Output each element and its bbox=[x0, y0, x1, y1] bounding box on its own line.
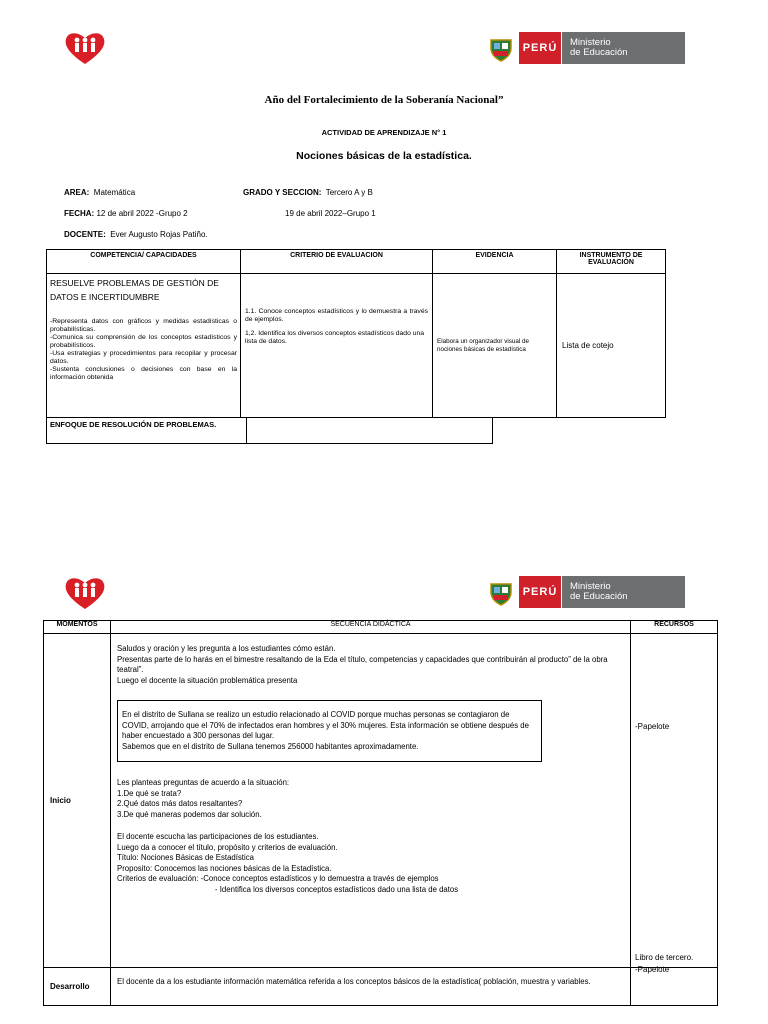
fecha-value2: 19 de abril 2022–Grupo 1 bbox=[285, 209, 376, 218]
th-evidencia: EVIDENCIA bbox=[433, 250, 557, 274]
fecha-value: 12 de abril 2022 -Grupo 2 bbox=[96, 209, 188, 218]
evidencia-cell bbox=[433, 274, 557, 418]
inicio-cell bbox=[44, 634, 111, 968]
peru-label: PERÚ bbox=[519, 32, 561, 64]
fe-y-alegria-logo-2 bbox=[62, 575, 108, 611]
preguntas-text: Les planteas preguntas de acuerdo a la situación: 1.De qué se trata? 2.Qué datos más datos resaltantes? 3.De qué maneras podemos dar solución. bbox=[117, 778, 290, 819]
docente-row bbox=[64, 230, 208, 239]
grado-value: Tercero A y B bbox=[325, 188, 373, 197]
th-criterio: CRITERIO DE EVALUACION bbox=[241, 250, 433, 274]
docente-label: DOCENTE: bbox=[64, 230, 106, 239]
desarrollo-secuencia-cell bbox=[111, 968, 631, 1006]
criterio-extra-text: - Identifica los diversos conceptos estadísticos dado una lista de datos bbox=[215, 884, 459, 894]
ministerio-line2: de Educación bbox=[570, 47, 628, 58]
desarrollo-label: Desarrollo bbox=[50, 982, 90, 991]
ministerio-educacion-logo bbox=[483, 32, 685, 64]
secuencia-table bbox=[43, 620, 718, 1006]
coat-of-arms-icon bbox=[483, 32, 519, 64]
competencia-cell bbox=[47, 274, 241, 418]
competencia-title: RESUELVE PROBLEMAS DE GESTIÓN DE DATOS E INCERTIDUMBRE bbox=[50, 278, 219, 302]
criterio-1: 1.1. Conoce conceptos estadísticos y lo demuestra a través de ejemplos. bbox=[245, 308, 428, 323]
coat-of-arms-icon-2 bbox=[483, 576, 519, 608]
activity-title: Nociones básicas de la estadística. bbox=[296, 150, 472, 162]
ministerio-label bbox=[561, 32, 685, 64]
evidencia-text: Elabora un organizador visual de nociones básicas de estadística bbox=[437, 337, 530, 353]
competencias-table bbox=[46, 249, 666, 418]
enfoque-cell bbox=[47, 418, 247, 444]
ministerio-line2-2: de Educación bbox=[570, 591, 628, 602]
inicio-intro: Saludos y oración y les pregunta a los estudiantes cómo están. Presentas parte de lo harás en el bimestre resaltando de la Eda el título, competencias y capacidades que contribuirán al producto” de la obra teatral”. Luego el docente la situación problemática presenta bbox=[117, 644, 608, 685]
grado-row bbox=[243, 188, 373, 197]
cierre-inicio-text: El docente escucha las participaciones de los estudiantes. Luego da a conocer el título, propósito y criterios de evaluación. Título: Nociones Básicas de Estadística Proposito: Conocemos las nociones básicas de la Estadística. Criterios de evaluación: -Conoce conceptos estadísticos y lo demuestra a través de ejemplos bbox=[117, 832, 439, 883]
inicio-label: Inicio bbox=[50, 796, 71, 805]
enfoque-table bbox=[46, 417, 493, 444]
instrumento-text: Lista de cotejo bbox=[562, 341, 614, 350]
fecha-label: FECHA: bbox=[64, 209, 95, 218]
year-title: Año del Fortalecimiento de la Soberanía Nacional” bbox=[264, 94, 504, 106]
area-row bbox=[64, 188, 135, 197]
situacion-box: En el distrito de Sullana se realizo un estudio relacionado al COVID porque muchas personas se contagiaron de COVID, arrojando que el 70% de infectados eran hombres y el 30% mujeres. Esta información se obtiene después de haber encuestado a 300 personas del lugar. Sabemos que en el distrito de Sullana tenemos 256000 habitantes aproximadamente. bbox=[117, 700, 542, 762]
enfoque-empty-cell bbox=[247, 418, 493, 444]
ministerio-line1: Ministerio bbox=[570, 37, 611, 48]
docente-value: Ever Augusto Rojas Patiño. bbox=[110, 230, 208, 239]
activity-label: ACTIVIDAD DE APRENDIZAJE N° 1 bbox=[321, 128, 447, 137]
criterio-cell bbox=[241, 274, 433, 418]
instrumento-cell bbox=[557, 274, 666, 418]
inicio-secuencia-cell bbox=[111, 634, 631, 968]
ministerio-line1-2: Ministerio bbox=[570, 581, 611, 592]
ministerio-label-2 bbox=[561, 576, 685, 608]
desarrollo-text: El docente da a los estudiante información matemática referida a los conceptos básicos de la estadística( población, muestra y variables. bbox=[117, 977, 591, 986]
th-instrumento: INSTRUMENTO DE EVALUACIÓN bbox=[557, 250, 666, 274]
peru-label-2: PERÚ bbox=[519, 576, 561, 608]
th-momentos: MOMENTOS bbox=[44, 621, 111, 634]
grado-label: GRADO Y SECCION: bbox=[243, 188, 322, 197]
fecha-row bbox=[64, 209, 188, 218]
enfoque-text: ENFOQUE DE RESOLUCIÓN DE PROBLEMAS. bbox=[50, 420, 217, 429]
area-value: Matemática bbox=[93, 188, 136, 197]
th-secuencia: SECUENCIA DIDÁCTICA bbox=[111, 621, 631, 634]
th-competencia: COMPETENCIA/ CAPACIDADES bbox=[47, 250, 241, 274]
recursos-cell bbox=[631, 634, 718, 974]
ministerio-educacion-logo-2 bbox=[483, 576, 685, 608]
fe-y-alegria-logo bbox=[62, 30, 108, 66]
recurso-papelote: -Papelote bbox=[635, 722, 670, 731]
capacidades-text: -Representa datos con gráficos y medidas estadísticas o probabilísticas. -Comunica su comprensión de los conceptos estadísticos y probabilísticos. -Usa estrategias y procedimientos para recopilar y procesar datos. -Sustenta conclusiones o decisiones con base en la información obtenida bbox=[50, 318, 237, 381]
desarrollo-cell bbox=[44, 968, 111, 1006]
area-label: AREA: bbox=[64, 188, 90, 197]
recurso-libro: Libro de tercero. -Papelote bbox=[635, 953, 694, 974]
criterio-2: 1,2. Identifica los diversos conceptos estadísticos dado una lista de datos. bbox=[245, 330, 425, 345]
th-recursos: RECURSOS bbox=[631, 621, 718, 634]
